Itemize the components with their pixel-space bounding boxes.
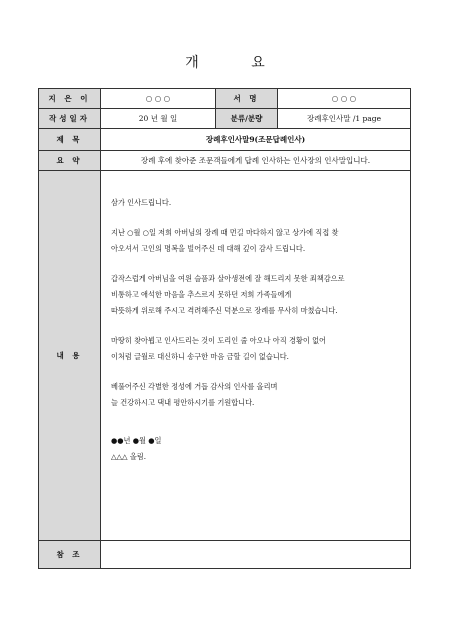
content-body [101, 171, 411, 541]
title-label: 제 목 [39, 129, 101, 151]
date-value: 20 년 월 일 [101, 109, 216, 129]
date-label: 작성일자 [39, 109, 101, 129]
sender-label: 지 은 이 [39, 89, 101, 109]
row-date [39, 109, 411, 129]
reference-value [101, 541, 411, 569]
row-reference [39, 541, 411, 569]
row-author [39, 89, 411, 109]
closing-date: ●●년 ●월 ●일 [111, 436, 162, 445]
summary-form [38, 88, 411, 569]
greeting-line: 삼가 인사드립니다. [111, 198, 172, 207]
body-line: 지난 ○월 ○일 저희 아버님의 장례 때 먼길 마다하지 않고 상가에 직접 찾 [111, 228, 339, 237]
row-title [39, 129, 411, 151]
signature-value: ○ ○ ○ [278, 89, 411, 109]
body-line: 마땅히 찾아뵙고 인사드리는 것이 도리인 줄 아오나 아직 경황이 없어 [111, 336, 326, 345]
sender-value: ○ ○ ○ [101, 89, 216, 109]
category-value: 장례후인사말 /1 page [278, 109, 411, 129]
summary-value: 장례 후에 찾아준 조문객들에게 답례 인사하는 인사장의 인사말입니다. [101, 151, 411, 171]
body-line: 비통하고 애석한 마음을 추스르지 못하던 저희 가족들에게 [111, 290, 292, 299]
row-content [39, 171, 411, 541]
content-label: 내 용 [39, 171, 101, 541]
body-line: 늘 건강하시고 댁내 평안하시기를 기원합니다. [111, 398, 255, 407]
signature-label: 서 명 [216, 89, 278, 109]
row-summary [39, 151, 411, 171]
closing-signature: △△△ 올림. [111, 452, 147, 461]
document-title: 장례후인사말9(조문답례인사) [101, 129, 411, 151]
summary-label: 요 약 [39, 151, 101, 171]
body-line: 따뜻하게 위로해 주시고 격려해주신 덕분으로 장례를 무사히 마쳤습니다. [111, 306, 338, 315]
body-line: 베풀어주신 각별한 정성에 거듭 감사의 인사를 올리며 [111, 382, 278, 391]
body-line: 갑작스럽게 아버님을 여읜 슬픔과 살아생전에 잘 해드리지 못한 죄책감으로 [111, 274, 345, 283]
page-title: 개 요 [185, 55, 289, 71]
reference-label: 참 조 [39, 541, 101, 569]
body-line: 이처럼 글월로 대신하니 송구한 마음 금할 길이 없습니다. [111, 352, 289, 361]
body-line: 아오셔서 고인의 명복을 빌어주신 데 대해 깊이 감사 드립니다. [111, 244, 306, 253]
category-label: 분류/분량 [216, 109, 278, 129]
